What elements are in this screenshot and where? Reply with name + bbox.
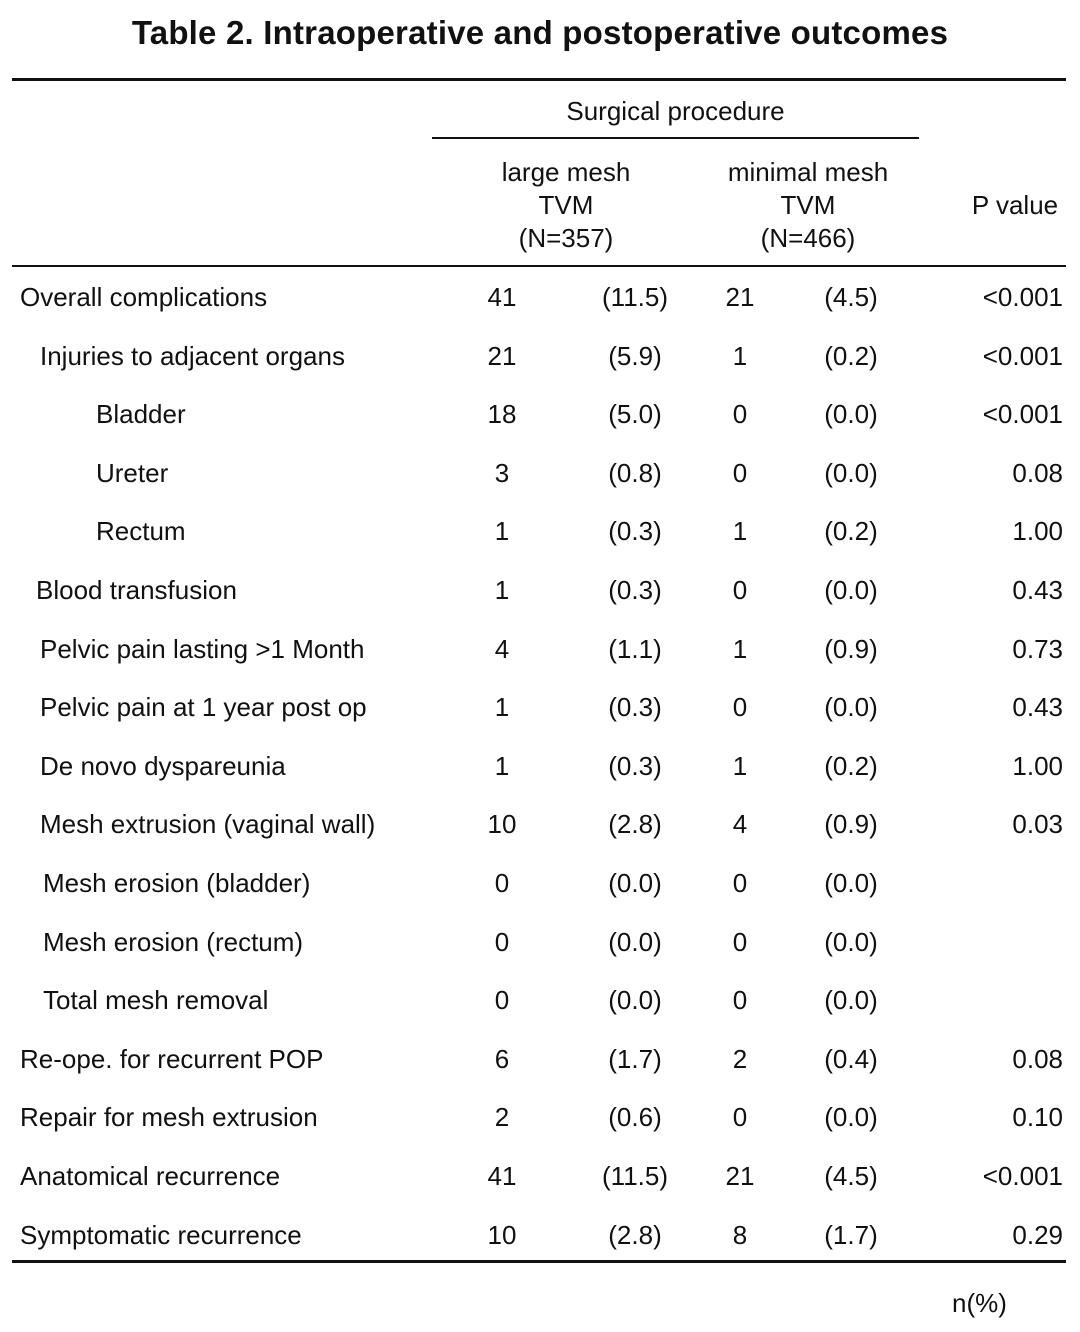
minimal-mesh-percent: (0.2)	[824, 516, 878, 546]
large-mesh-percent: (11.5)	[602, 1161, 668, 1191]
p-value: 0.08	[1012, 1044, 1063, 1074]
table-row	[0, 570, 1080, 610]
column-header-line: TVM	[780, 190, 836, 220]
large-mesh-percent: (2.8)	[608, 809, 662, 839]
minimal-mesh-count: 1	[732, 341, 748, 371]
minimal-mesh-percent: (0.9)	[824, 634, 878, 664]
large-mesh-percent: (0.0)	[608, 868, 662, 898]
table-row	[0, 394, 1080, 434]
row-label: Mesh erosion (bladder)	[43, 868, 311, 898]
column-header-line: (N=357)	[518, 223, 614, 253]
large-mesh-count: 6	[494, 1044, 510, 1074]
p-value: 0.43	[1012, 575, 1063, 605]
minimal-mesh-percent: (4.5)	[824, 1161, 878, 1191]
p-value: 1.00	[1012, 751, 1063, 781]
minimal-mesh-count: 0	[732, 575, 748, 605]
large-mesh-count: 18	[487, 399, 517, 429]
column-header-minimal-mesh	[708, 156, 908, 255]
large-mesh-percent: (11.5)	[602, 282, 668, 312]
minimal-mesh-percent: (0.9)	[824, 809, 878, 839]
large-mesh-percent: (1.1)	[608, 634, 662, 664]
top-rule	[12, 78, 1066, 81]
row-label: Pelvic pain at 1 year post op	[40, 692, 367, 722]
table-row	[0, 1215, 1080, 1255]
row-label: Re-ope. for recurrent POP	[20, 1044, 324, 1074]
large-mesh-count: 10	[487, 809, 517, 839]
large-mesh-percent: (1.7)	[608, 1044, 662, 1074]
large-mesh-count: 0	[494, 927, 510, 957]
table-row	[0, 629, 1080, 669]
large-mesh-percent: (0.3)	[608, 692, 662, 722]
row-label: Bladder	[96, 399, 186, 429]
large-mesh-percent: (0.6)	[608, 1102, 662, 1132]
p-value: 0.10	[1012, 1102, 1063, 1132]
table-row	[0, 1097, 1080, 1137]
large-mesh-count: 1	[494, 575, 510, 605]
large-mesh-percent: (0.3)	[608, 751, 662, 781]
table-row	[0, 453, 1080, 493]
minimal-mesh-percent: (0.2)	[824, 751, 878, 781]
minimal-mesh-percent: (0.2)	[824, 341, 878, 371]
minimal-mesh-count: 2	[732, 1044, 748, 1074]
minimal-mesh-percent: (0.0)	[824, 985, 878, 1015]
table-row	[0, 922, 1080, 962]
minimal-mesh-percent: (4.5)	[824, 282, 878, 312]
row-label: Pelvic pain lasting >1 Month	[40, 634, 365, 664]
large-mesh-percent: (0.3)	[608, 516, 662, 546]
column-header-line: large mesh	[501, 157, 631, 187]
table-row	[0, 746, 1080, 786]
large-mesh-percent: (2.8)	[608, 1220, 662, 1250]
minimal-mesh-percent: (1.7)	[824, 1220, 878, 1250]
table-row	[0, 863, 1080, 903]
minimal-mesh-count: 1	[732, 751, 748, 781]
p-value: 0.43	[1012, 692, 1063, 722]
column-header-large-mesh	[466, 156, 666, 255]
large-mesh-count: 2	[494, 1102, 510, 1132]
table-row	[0, 804, 1080, 844]
table-row	[0, 277, 1080, 317]
minimal-mesh-count: 0	[732, 458, 748, 488]
row-label: Ureter	[96, 458, 169, 488]
large-mesh-percent: (0.0)	[608, 985, 662, 1015]
p-value: <0.001	[982, 399, 1063, 429]
column-header-line: TVM	[538, 190, 594, 220]
minimal-mesh-count: 0	[732, 868, 748, 898]
minimal-mesh-count: 0	[732, 985, 748, 1015]
table-row	[0, 336, 1080, 376]
group-label: Surgical procedure	[566, 96, 785, 126]
header-rule	[12, 265, 1066, 267]
p-value: 0.03	[1012, 809, 1063, 839]
row-label: Rectum	[96, 516, 186, 546]
large-mesh-count: 3	[494, 458, 510, 488]
minimal-mesh-percent: (0.0)	[824, 399, 878, 429]
p-value: <0.001	[982, 1161, 1063, 1191]
large-mesh-count: 21	[487, 341, 517, 371]
row-label: Repair for mesh extrusion	[20, 1102, 318, 1132]
row-label: Blood transfusion	[36, 575, 237, 605]
large-mesh-percent: (0.0)	[608, 927, 662, 957]
group-rule	[432, 137, 919, 139]
large-mesh-count: 1	[494, 692, 510, 722]
minimal-mesh-count: 0	[732, 692, 748, 722]
minimal-mesh-percent: (0.0)	[824, 927, 878, 957]
table-row	[0, 511, 1080, 551]
row-label: Total mesh removal	[43, 985, 269, 1015]
p-value: <0.001	[982, 341, 1063, 371]
p-value: <0.001	[982, 282, 1063, 312]
minimal-mesh-count: 21	[725, 282, 755, 312]
minimal-mesh-percent: (0.0)	[824, 458, 878, 488]
minimal-mesh-percent: (0.0)	[824, 1102, 878, 1132]
table-title: Table 2. Intraoperative and postoperative outcomes	[131, 14, 949, 51]
minimal-mesh-percent: (0.0)	[824, 692, 878, 722]
minimal-mesh-count: 0	[732, 399, 748, 429]
large-mesh-count: 1	[494, 516, 510, 546]
minimal-mesh-count: 21	[725, 1161, 755, 1191]
p-value: 0.29	[1012, 1220, 1063, 1250]
table-row	[0, 687, 1080, 727]
p-value: 1.00	[1012, 516, 1063, 546]
column-header-line: (N=466)	[760, 223, 856, 253]
large-mesh-count: 10	[487, 1220, 517, 1250]
row-label: Overall complications	[20, 282, 268, 312]
minimal-mesh-percent: (0.0)	[824, 868, 878, 898]
p-value: 0.73	[1012, 634, 1063, 664]
large-mesh-count: 4	[494, 634, 510, 664]
minimal-mesh-count: 1	[732, 516, 748, 546]
row-label: Injuries to adjacent organs	[40, 341, 345, 371]
large-mesh-count: 0	[494, 985, 510, 1015]
row-label: Mesh erosion (rectum)	[43, 927, 304, 957]
row-label: Symptomatic recurrence	[20, 1220, 302, 1250]
minimal-mesh-percent: (0.0)	[824, 575, 878, 605]
large-mesh-percent: (5.0)	[608, 399, 662, 429]
p-value: 0.08	[1012, 458, 1063, 488]
table-row	[0, 1039, 1080, 1079]
large-mesh-count: 0	[494, 868, 510, 898]
row-label: Anatomical recurrence	[20, 1161, 281, 1191]
footnote: n(%)	[952, 1288, 1007, 1318]
minimal-mesh-count: 0	[732, 1102, 748, 1132]
table-row	[0, 1156, 1080, 1196]
column-header-p-value: P value	[971, 190, 1059, 220]
large-mesh-percent: (5.9)	[608, 341, 662, 371]
large-mesh-percent: (0.8)	[608, 458, 662, 488]
large-mesh-count: 41	[487, 1161, 517, 1191]
minimal-mesh-count: 0	[732, 927, 748, 957]
row-label: De novo dyspareunia	[40, 751, 286, 781]
minimal-mesh-count: 8	[732, 1220, 748, 1250]
minimal-mesh-percent: (0.4)	[824, 1044, 878, 1074]
table-row	[0, 980, 1080, 1020]
column-header-line: minimal mesh	[727, 157, 889, 187]
large-mesh-count: 1	[494, 751, 510, 781]
row-label: Mesh extrusion (vaginal wall)	[40, 809, 376, 839]
minimal-mesh-count: 4	[732, 809, 748, 839]
large-mesh-count: 41	[487, 282, 517, 312]
bottom-rule	[12, 1260, 1066, 1263]
large-mesh-percent: (0.3)	[608, 575, 662, 605]
minimal-mesh-count: 1	[732, 634, 748, 664]
